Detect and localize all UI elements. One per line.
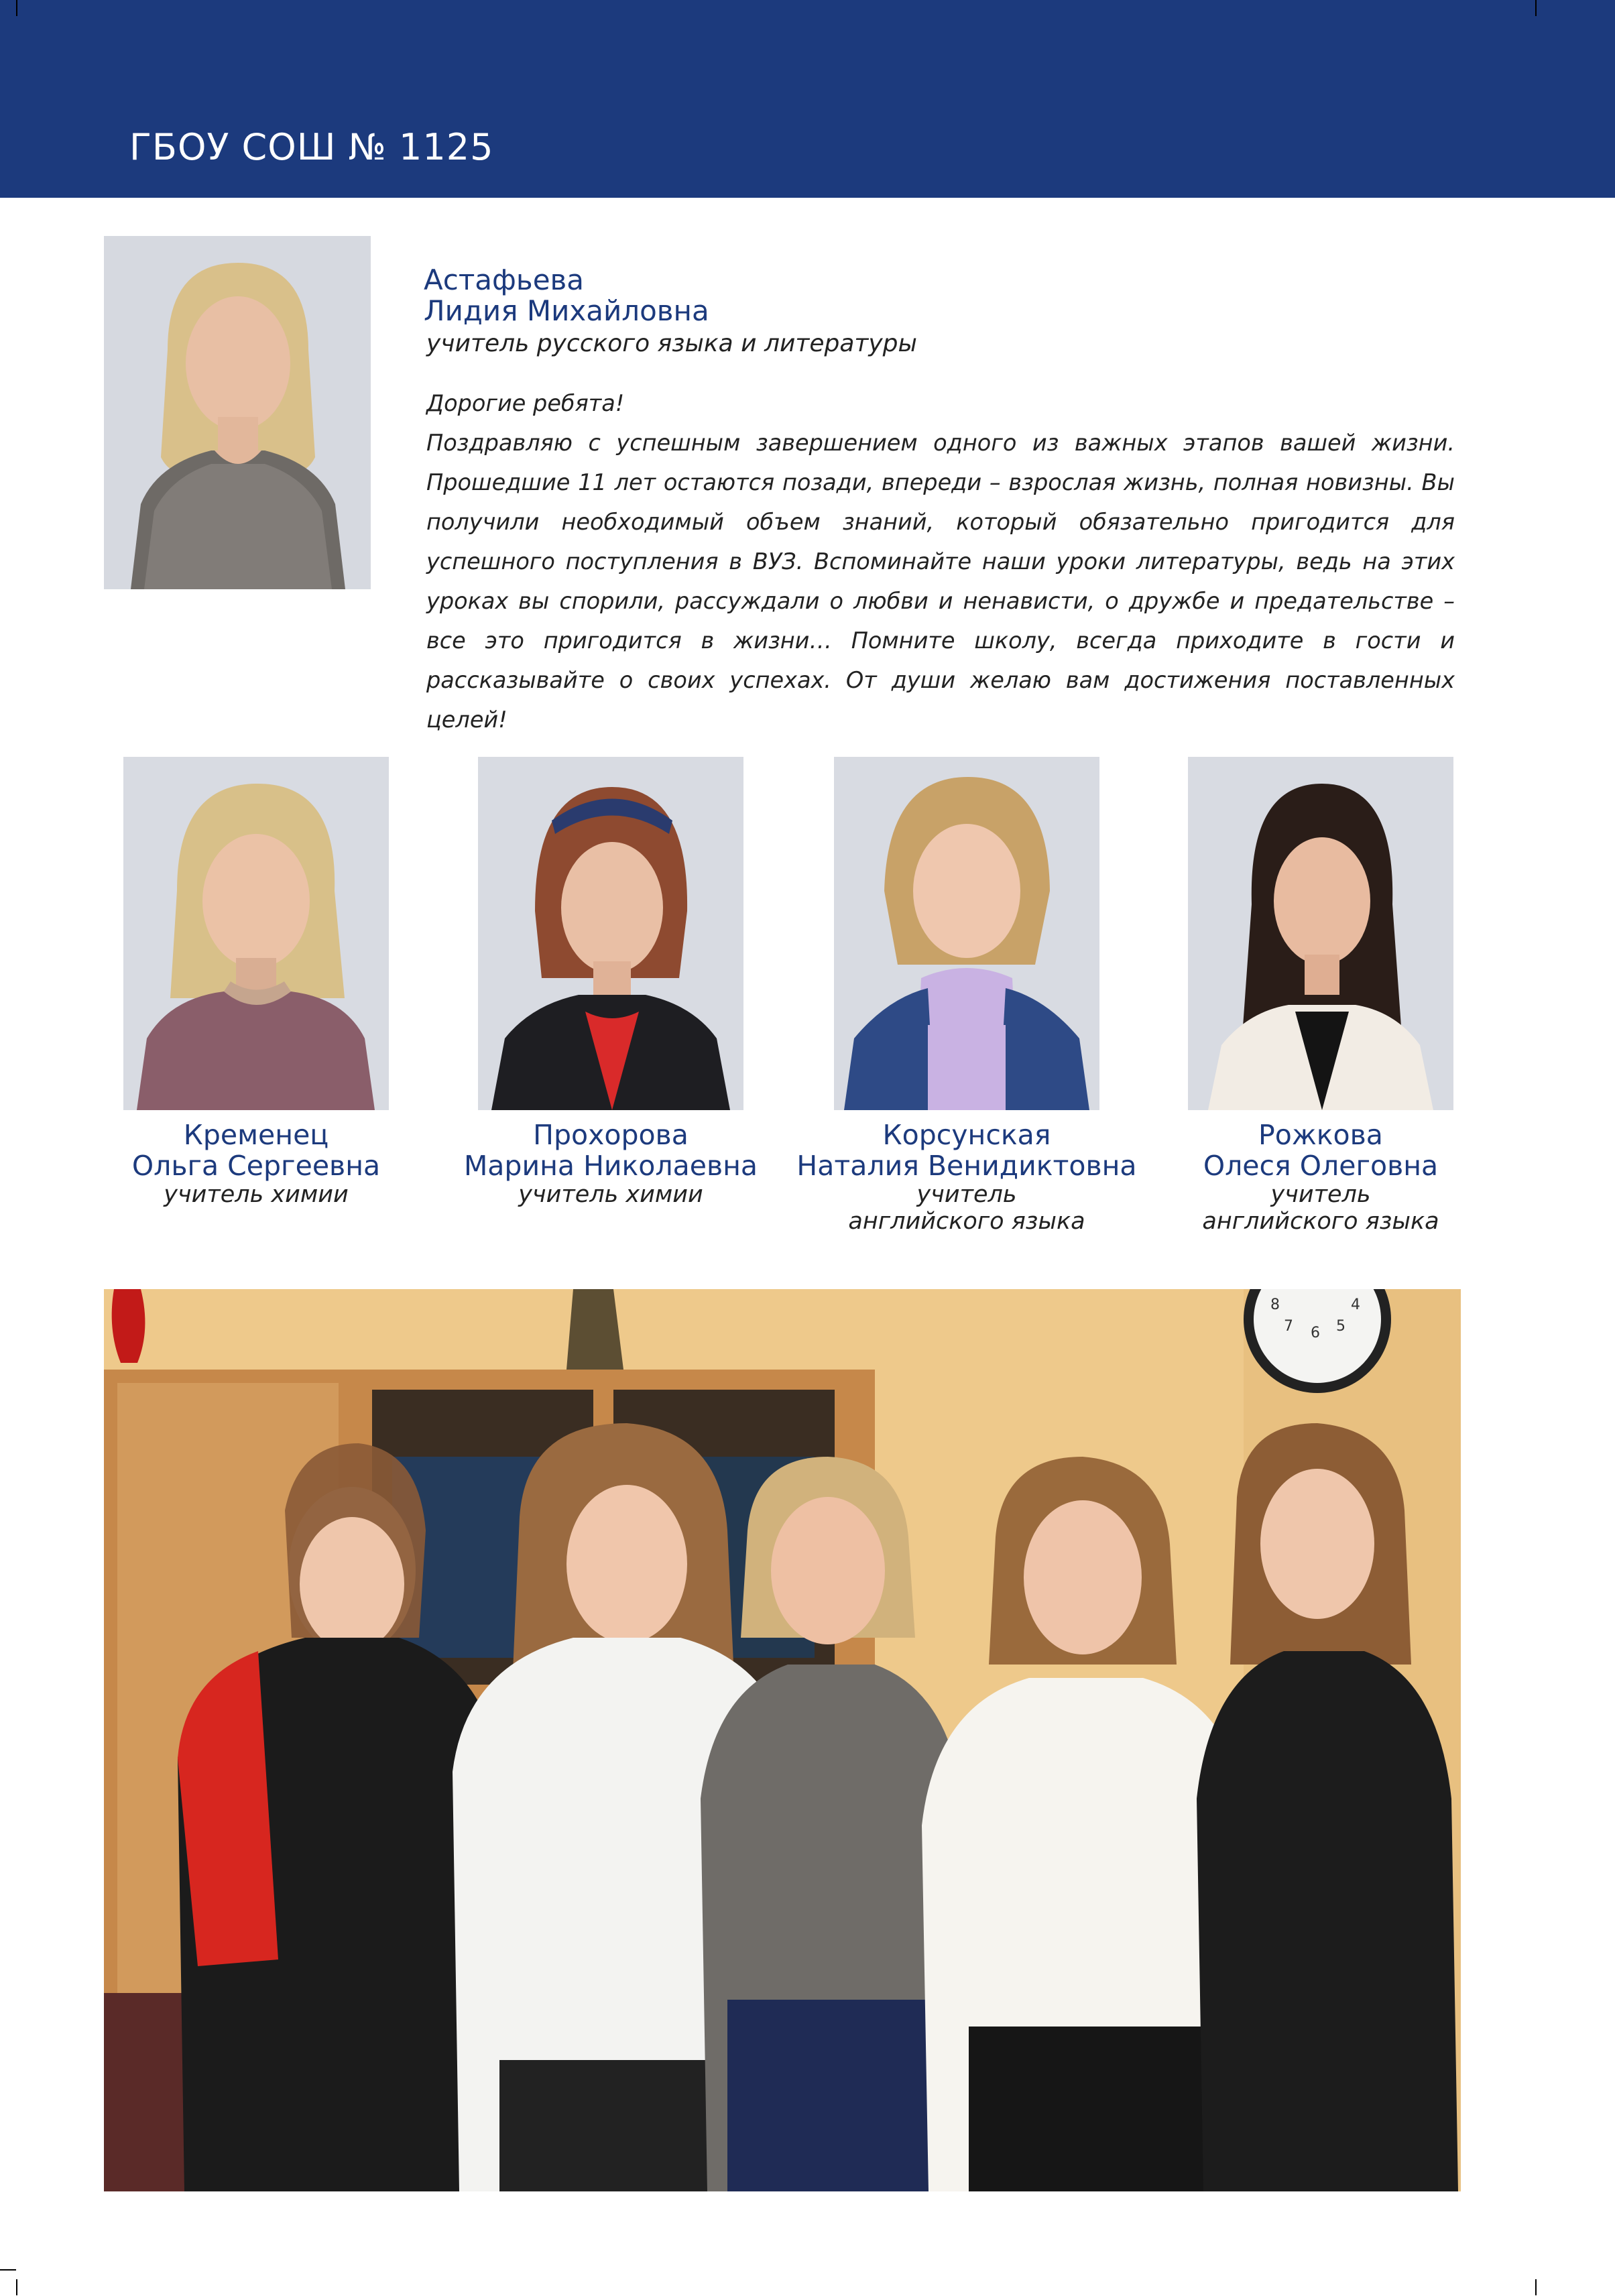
school-title: ГБОУ СОШ № 1125 — [129, 126, 494, 168]
portrait-kremenets — [123, 757, 389, 1110]
crop-mark — [16, 2279, 17, 2295]
crop-mark — [1535, 0, 1537, 16]
teacher-caption-prokhorova — [423, 1120, 798, 1208]
teacher-role: учитель химии — [518, 1181, 703, 1208]
teacher-given-names: Наталия Венидиктовна — [796, 1150, 1137, 1182]
teacher-surname: Кременец — [183, 1119, 329, 1151]
portrait-prokhorova — [478, 757, 743, 1110]
lead-teacher-name — [424, 265, 709, 326]
teacher-given-names: Марина Николаевна — [463, 1150, 758, 1182]
teacher-given-names: Ольга Сергеевна — [131, 1150, 381, 1182]
teacher-role-line-2: английского языка — [848, 1208, 1085, 1235]
congratulation-letter — [426, 383, 1455, 739]
letter-body: Поздравляю с успешным завершением одного из важных этапов вашей жизни. Прошедшие 11 лет остаются позади, впереди – взрослая жизнь, полная новизны. Вы получили необходимый объем знаний, который обязательно пригодится для успешного поступления в ВУЗ. Вспоминайте наши уроки литературы, ведь на этих уроках вы спорили, рассуждали о любви и ненависти, о дружбе и предательстве – все это пригодится в жизни… Помните школу, всегда приходите в гости и рассказывайте о своих успехах. От души желаю вам достижения поставленных целей! — [426, 430, 1455, 733]
crop-mark — [16, 0, 17, 16]
lead-teacher-role: учитель русского языка и литературы — [426, 330, 917, 357]
teacher-role-line-1: учитель — [916, 1181, 1017, 1208]
teacher-surname: Прохорова — [533, 1119, 689, 1151]
portrait-rozhkova — [1188, 757, 1453, 1110]
teacher-surname: Корсунская — [882, 1119, 1051, 1151]
teacher-caption-rozhkova — [1133, 1120, 1508, 1235]
teacher-surname: Рожкова — [1258, 1119, 1383, 1151]
letter-greeting: Дорогие ребята! — [426, 390, 625, 416]
lead-teacher-given-names: Лидия Михайловна — [424, 294, 709, 327]
teacher-caption-korsunskaya — [779, 1120, 1154, 1235]
portrait-astafyeva — [104, 236, 371, 589]
portrait-korsunskaya — [834, 757, 1099, 1110]
teacher-given-names: Олеся Олеговна — [1203, 1150, 1439, 1182]
crop-mark — [1535, 2279, 1537, 2295]
clock-digit: 5 — [1336, 1318, 1345, 1335]
teacher-role: учитель химии — [164, 1181, 349, 1208]
clock-digit: 8 — [1270, 1296, 1280, 1313]
clock-digit: 7 — [1284, 1318, 1293, 1335]
lead-teacher-surname: Астафьева — [424, 263, 585, 296]
teacher-role-line-2: английского языка — [1202, 1208, 1439, 1235]
clock-digit: 4 — [1351, 1296, 1360, 1313]
teacher-caption-kremenets — [68, 1120, 444, 1208]
clock-digit: 6 — [1311, 1325, 1320, 1341]
crop-mark — [0, 2269, 16, 2271]
teacher-role-line-1: учитель — [1270, 1181, 1371, 1208]
group-photo — [104, 1289, 1461, 2191]
